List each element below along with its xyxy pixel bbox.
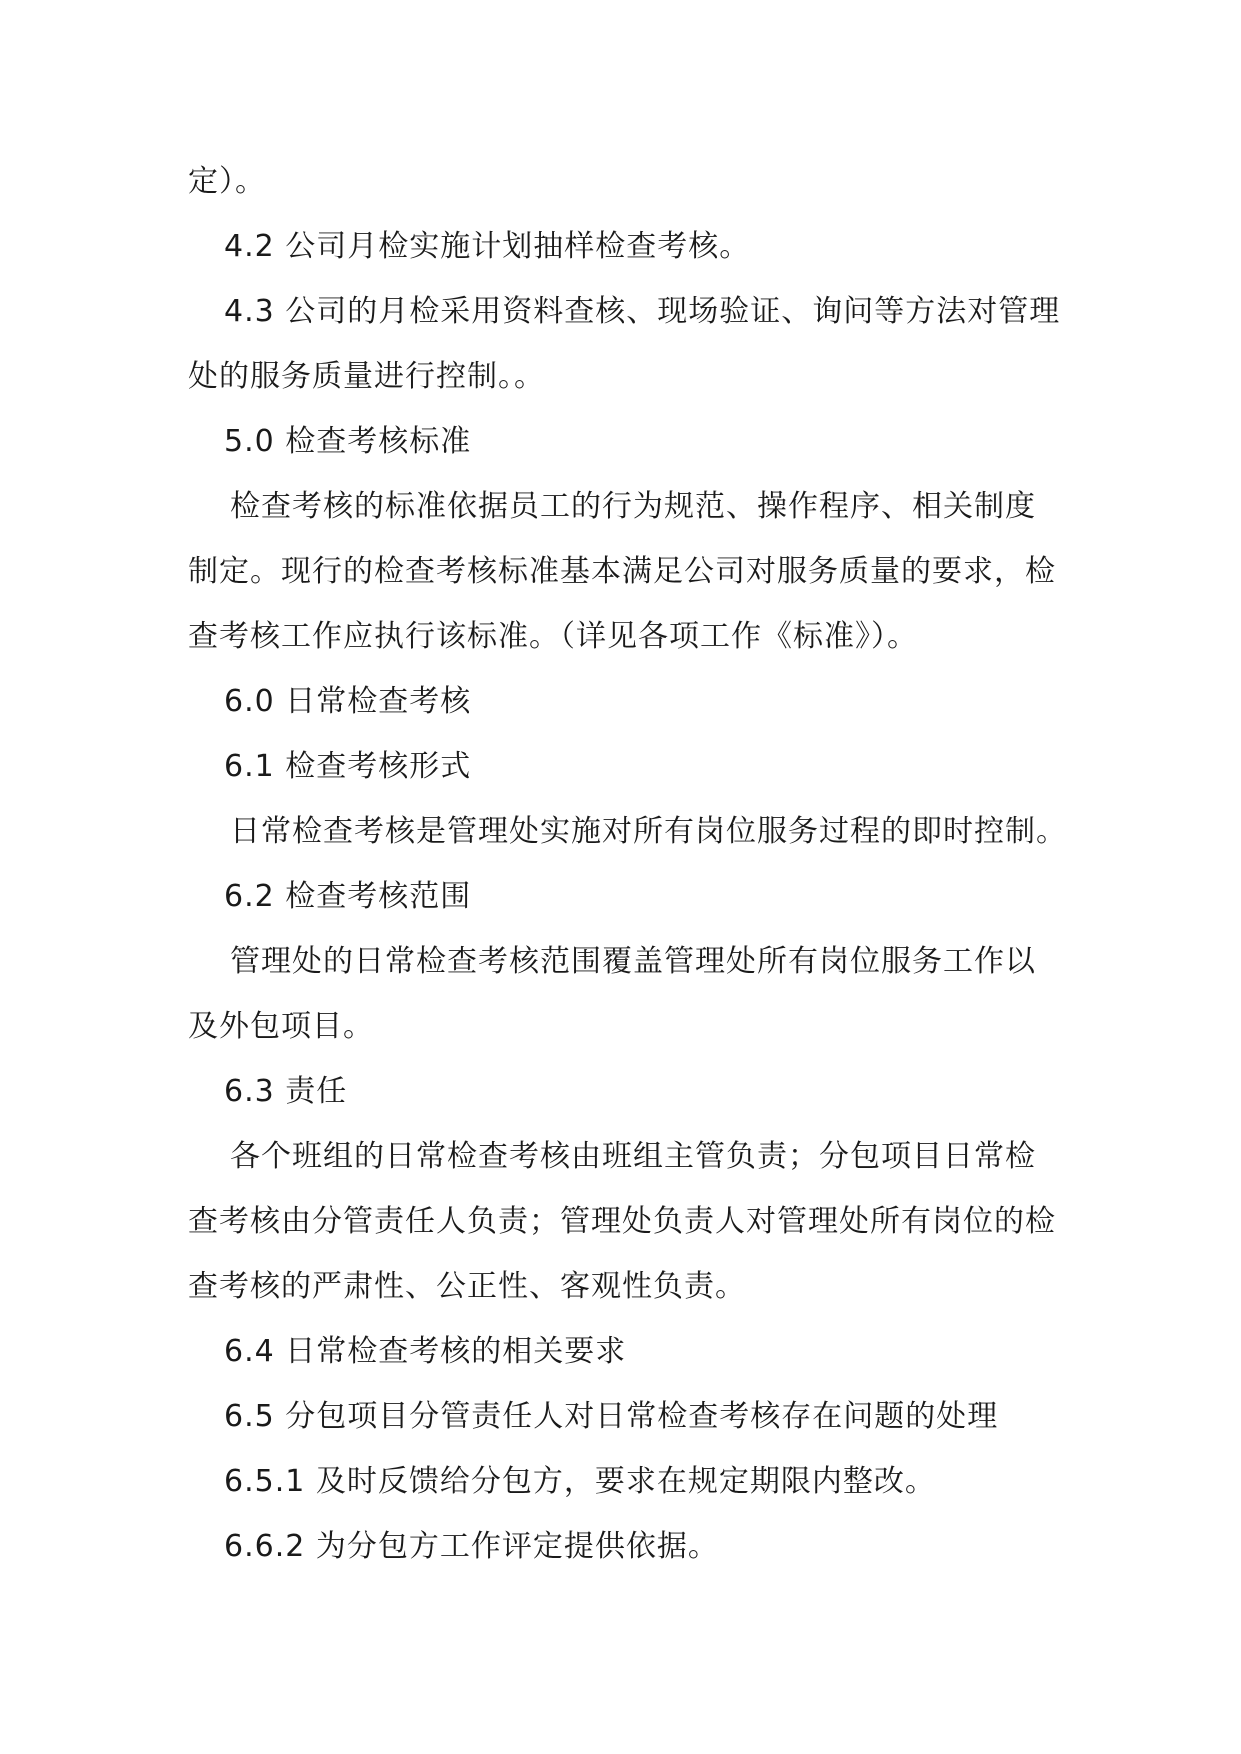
item-4-2: 4.2 公司月检实施计划抽样检查考核。 (224, 229, 751, 264)
paragraph-6-3-cont-1: 查考核由分管责任人负责；管理处负责人对管理处所有岗位的检 (188, 1204, 1056, 1239)
paragraph-5-0-cont-1: 制定。现行的检查考核标准基本满足公司对服务质量的要求，检 (188, 554, 1056, 589)
item-6-5-1: 6.5.1 及时反馈给分包方，要求在规定期限内整改。 (224, 1464, 936, 1499)
paragraph-6-2: 管理处的日常检查考核范围覆盖管理处所有岗位服务工作以 (230, 944, 1036, 979)
paragraph-5-0-cont-2: 查考核工作应执行该标准。（详见各项工作《标准》）。 (188, 619, 918, 654)
paragraph-6-2-cont: 及外包项目。 (188, 1009, 374, 1044)
item-4-3: 4.3 公司的月检采用资料查核、现场验证、询问等方法对管理 (224, 294, 1061, 329)
heading-6-5: 6.5 分包项目分管责任人对日常检查考核存在问题的处理 (224, 1399, 999, 1434)
paragraph-5-0: 检查考核的标准依据员工的行为规范、操作程序、相关制度 (230, 489, 1036, 524)
heading-6-0: 6.0 日常检查考核 (224, 684, 472, 719)
paragraph-6-3: 各个班组的日常检查考核由班组主管负责；分包项目日常检 (230, 1139, 1036, 1174)
heading-5-0: 5.0 检查考核标准 (224, 424, 472, 459)
heading-6-3: 6.3 责任 (224, 1074, 348, 1109)
text-line-continuation: 定）。 (188, 164, 266, 199)
paragraph-6-3-cont-2: 查考核的严肃性、公正性、客观性负责。 (188, 1269, 746, 1304)
heading-6-1: 6.1 检查考核形式 (224, 749, 472, 784)
paragraph-6-1: 日常检查考核是管理处实施对所有岗位服务过程的即时控制。 (230, 814, 1067, 849)
heading-6-4: 6.4 日常检查考核的相关要求 (224, 1334, 627, 1369)
item-6-6-2: 6.6.2 为分包方工作评定提供依据。 (224, 1529, 719, 1564)
item-4-3-cont: 处的服务质量进行控制。。 (188, 359, 545, 394)
heading-6-2: 6.2 检查考核范围 (224, 879, 472, 914)
